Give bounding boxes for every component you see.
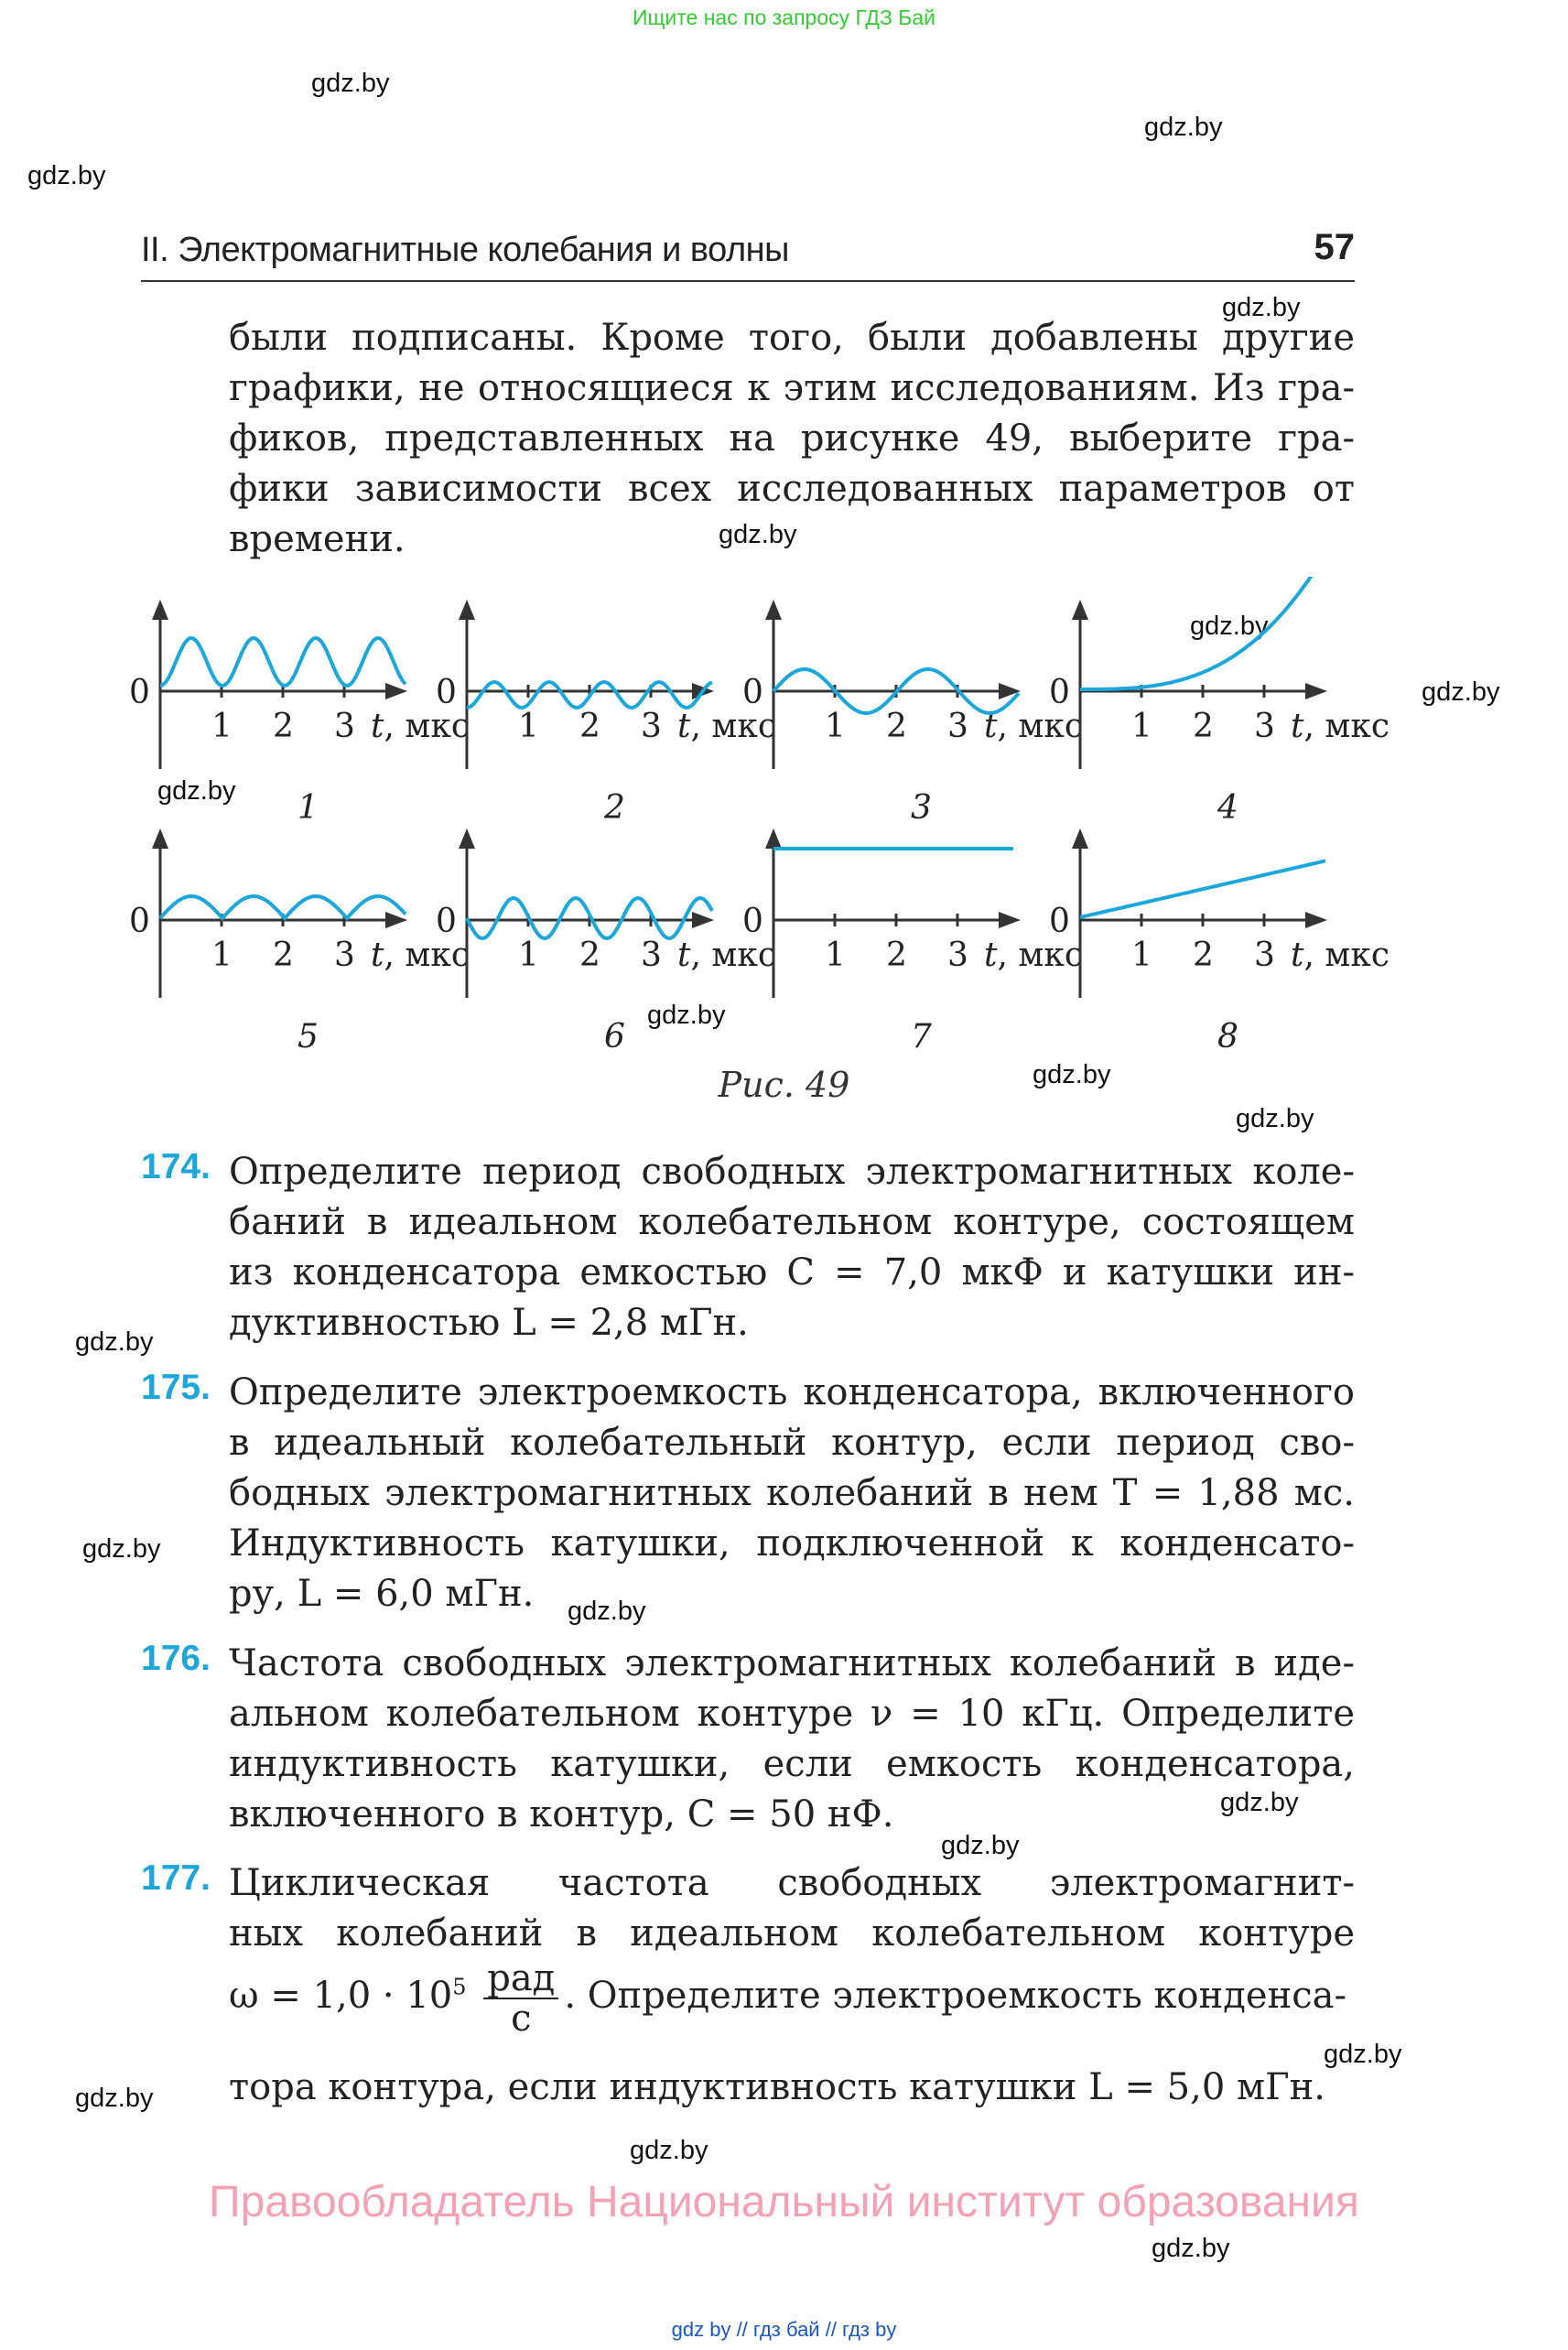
- page-number: 57: [1314, 227, 1355, 267]
- text-line: дуктивностью L = 2,8 мГн.: [229, 1302, 749, 1344]
- text-line: Определите период свободных электромагнитных коле-: [229, 1151, 1355, 1193]
- x-tick-label: 1: [518, 708, 539, 745]
- x-tick-label: 2: [579, 708, 600, 745]
- y-axis-arrow: [459, 828, 475, 849]
- formula-line: [229, 1959, 1355, 2038]
- graph-number: 3: [911, 789, 932, 827]
- text-line: ных колебаний в идеальном колебательном контуре: [229, 1912, 1355, 1955]
- watermark: gdz.by: [1144, 113, 1223, 142]
- watermark: gdz.by: [311, 69, 390, 98]
- x-tick-label: 2: [579, 937, 600, 974]
- x-tick-label: 3: [1254, 937, 1275, 974]
- text-line: Частота свободных электромагнитных колебаний в иде-: [229, 1642, 1355, 1684]
- x-axis-arrow: [1305, 912, 1327, 928]
- x-tick-label: 2: [273, 708, 294, 745]
- watermark: gdz.by: [1422, 677, 1500, 707]
- formula-lhs: ω = 1,0 · 10: [229, 1975, 453, 2017]
- problem-number: 176.: [141, 1639, 211, 1678]
- x-tick-label: 1: [211, 708, 232, 745]
- origin-label: 0: [742, 674, 763, 711]
- x-tick-label: 3: [947, 708, 968, 745]
- x-tick-label: 2: [1193, 708, 1214, 745]
- graph-number: 5: [297, 1018, 319, 1053]
- text-line: были подписаны. Кроме того, были добавлены другие: [229, 317, 1355, 359]
- intro-paragraph: [229, 313, 1355, 565]
- text-line: ру, L = 6,0 мГн.: [229, 1573, 535, 1615]
- formula-tail: . Определите электроемкость конденса-: [564, 1975, 1347, 2017]
- x-tick-label: 3: [1254, 708, 1275, 745]
- graph-number: 6: [604, 1018, 625, 1053]
- x-tick-label: 1: [1131, 937, 1152, 974]
- bottom-links[interactable]: gdz by // гдз бай // гдз by: [671, 2318, 897, 2341]
- y-axis-arrow: [1072, 600, 1088, 620]
- figure-caption: Рис. 49: [718, 1065, 850, 1105]
- graph-curve: [1080, 861, 1325, 917]
- watermark: gdz.by: [82, 1534, 161, 1564]
- origin-label: 0: [1049, 903, 1070, 940]
- watermark: gdz.by: [1222, 293, 1301, 322]
- text-line: времени.: [229, 518, 406, 560]
- watermark: gdz.by: [941, 1831, 1020, 1860]
- text-line: графики, не относящиеся к этим исследованиям. Из гра-: [229, 367, 1355, 409]
- graph-curve: [160, 896, 406, 918]
- x-tick-label: 3: [334, 937, 355, 974]
- x-axis-arrow: [999, 912, 1021, 928]
- problem-175-text: [229, 1368, 1355, 1619]
- y-axis-arrow: [1072, 828, 1088, 849]
- problem-number: 174.: [141, 1147, 211, 1186]
- watermark: gdz.by: [27, 161, 106, 190]
- text-line: Определите электроемкость конденсатора, включенного: [229, 1371, 1355, 1413]
- copyright-footer: Правообладатель Национальный институт образования: [209, 2178, 1359, 2226]
- text-line: включенного в контур, C = 50 нФ.: [229, 1793, 894, 1836]
- watermark: gdz.by: [1324, 2040, 1402, 2069]
- x-axis-label: t, мкс: [1291, 937, 1390, 974]
- text-line: бодных электромагнитных колебаний в нем T = 1,88 мс.: [229, 1472, 1355, 1514]
- unit-fraction: [483, 1959, 558, 2038]
- x-tick-label: 1: [518, 937, 539, 974]
- x-axis-label: t, мкс: [677, 937, 777, 974]
- watermark: gdz.by: [1236, 1104, 1314, 1133]
- y-axis-arrow: [765, 828, 782, 849]
- chapter-title: II. Электромагнитные колебания и волны: [141, 231, 789, 269]
- text-line: фиков, представленных на рисунке 49, выберите гра-: [229, 417, 1355, 460]
- x-tick-label: 2: [886, 937, 907, 974]
- x-tick-label: 3: [947, 937, 968, 974]
- watermark: gdz.by: [1152, 2234, 1230, 2263]
- y-axis-arrow: [459, 600, 475, 620]
- x-axis-arrow: [692, 912, 714, 928]
- x-axis-label: t, мкс: [371, 937, 470, 974]
- x-axis-label: t, мкс: [984, 937, 1084, 974]
- y-axis-arrow: [152, 828, 168, 849]
- problem-number: 175.: [141, 1368, 211, 1407]
- watermark: gdz.by: [647, 1001, 726, 1030]
- graph-number: 2: [604, 789, 625, 827]
- watermark: gdz.by: [1220, 1788, 1299, 1817]
- origin-label: 0: [436, 674, 457, 711]
- watermark: gdz.by: [157, 776, 236, 806]
- graph-curve: [160, 638, 406, 686]
- text-line: тора контура, если индуктивность катушки L = 5,0 мГн.: [229, 2066, 1325, 2108]
- watermark: gdz.by: [630, 2136, 708, 2165]
- problem-number: 177.: [141, 1858, 211, 1898]
- running-header: [141, 223, 1355, 282]
- watermark: gdz.by: [1190, 612, 1269, 641]
- problem-174-text: [229, 1147, 1355, 1348]
- problem-177-text: [229, 1858, 1355, 1959]
- x-tick-label: 3: [641, 937, 662, 974]
- origin-label: 0: [742, 903, 763, 940]
- fraction-denominator: с: [511, 1998, 532, 2040]
- graph-curve: [1080, 577, 1325, 689]
- x-tick-label: 1: [825, 937, 846, 974]
- x-axis-label: t, мкс: [371, 708, 470, 745]
- graph-number: 7: [911, 1018, 932, 1053]
- text-line: в идеальный колебательный контур, если период сво-: [229, 1422, 1355, 1464]
- origin-label: 0: [129, 903, 150, 940]
- watermark: gdz.by: [1033, 1060, 1111, 1089]
- x-axis-label: t, мкс: [677, 708, 777, 745]
- y-axis-arrow: [765, 600, 782, 620]
- graph-number: 1: [297, 789, 319, 827]
- text-line: альном колебательном контуре ν = 10 кГц. Определите: [229, 1693, 1355, 1735]
- x-tick-label: 3: [641, 708, 662, 745]
- text-line: из конденсатора емкостью C = 7,0 мкФ и катушки ин-: [229, 1251, 1355, 1294]
- graph-number: 8: [1217, 1018, 1238, 1053]
- problem-176-text: [229, 1639, 1355, 1840]
- text-line: Циклическая частота свободных электромагнит-: [229, 1862, 1355, 1904]
- watermark: gdz.by: [75, 1327, 154, 1357]
- watermark: gdz.by: [719, 520, 797, 549]
- text-line: Индуктивность катушки, подключенной к конденсато-: [229, 1522, 1355, 1565]
- text-line: баний в идеальном колебательном контуре, состоящем: [229, 1201, 1355, 1243]
- figure-49: [0, 577, 1568, 1053]
- formula-exponent: 5: [452, 1974, 467, 2000]
- x-axis-label: t, мкс: [984, 708, 1084, 745]
- x-tick-label: 1: [1131, 708, 1152, 745]
- x-tick-label: 1: [825, 708, 846, 745]
- problem-177-last: [229, 2063, 1355, 2113]
- x-axis-arrow: [1305, 683, 1327, 699]
- x-tick-label: 1: [211, 937, 232, 974]
- x-tick-label: 2: [1193, 937, 1214, 974]
- origin-label: 0: [1049, 674, 1070, 711]
- x-tick-label: 2: [273, 937, 294, 974]
- x-axis-arrow: [385, 683, 407, 699]
- graph-curve: [467, 898, 712, 938]
- origin-label: 0: [436, 903, 457, 940]
- origin-label: 0: [129, 674, 150, 711]
- watermark: gdz.by: [568, 1597, 646, 1626]
- x-tick-label: 3: [334, 708, 355, 745]
- x-axis-label: t, мкс: [1291, 708, 1390, 745]
- watermark: gdz.by: [75, 2084, 154, 2113]
- x-tick-label: 2: [886, 708, 907, 745]
- fraction-numerator: рад: [483, 1959, 558, 1999]
- text-line: индуктивность катушки, если емкость конденсатора,: [229, 1743, 1355, 1785]
- y-axis-arrow: [152, 600, 168, 620]
- search-hint: Ищите нас по запросу ГДЗ Бай: [632, 5, 936, 29]
- graph-number: 4: [1217, 789, 1238, 827]
- text-line: фики зависимости всех исследованных параметров от: [229, 468, 1355, 510]
